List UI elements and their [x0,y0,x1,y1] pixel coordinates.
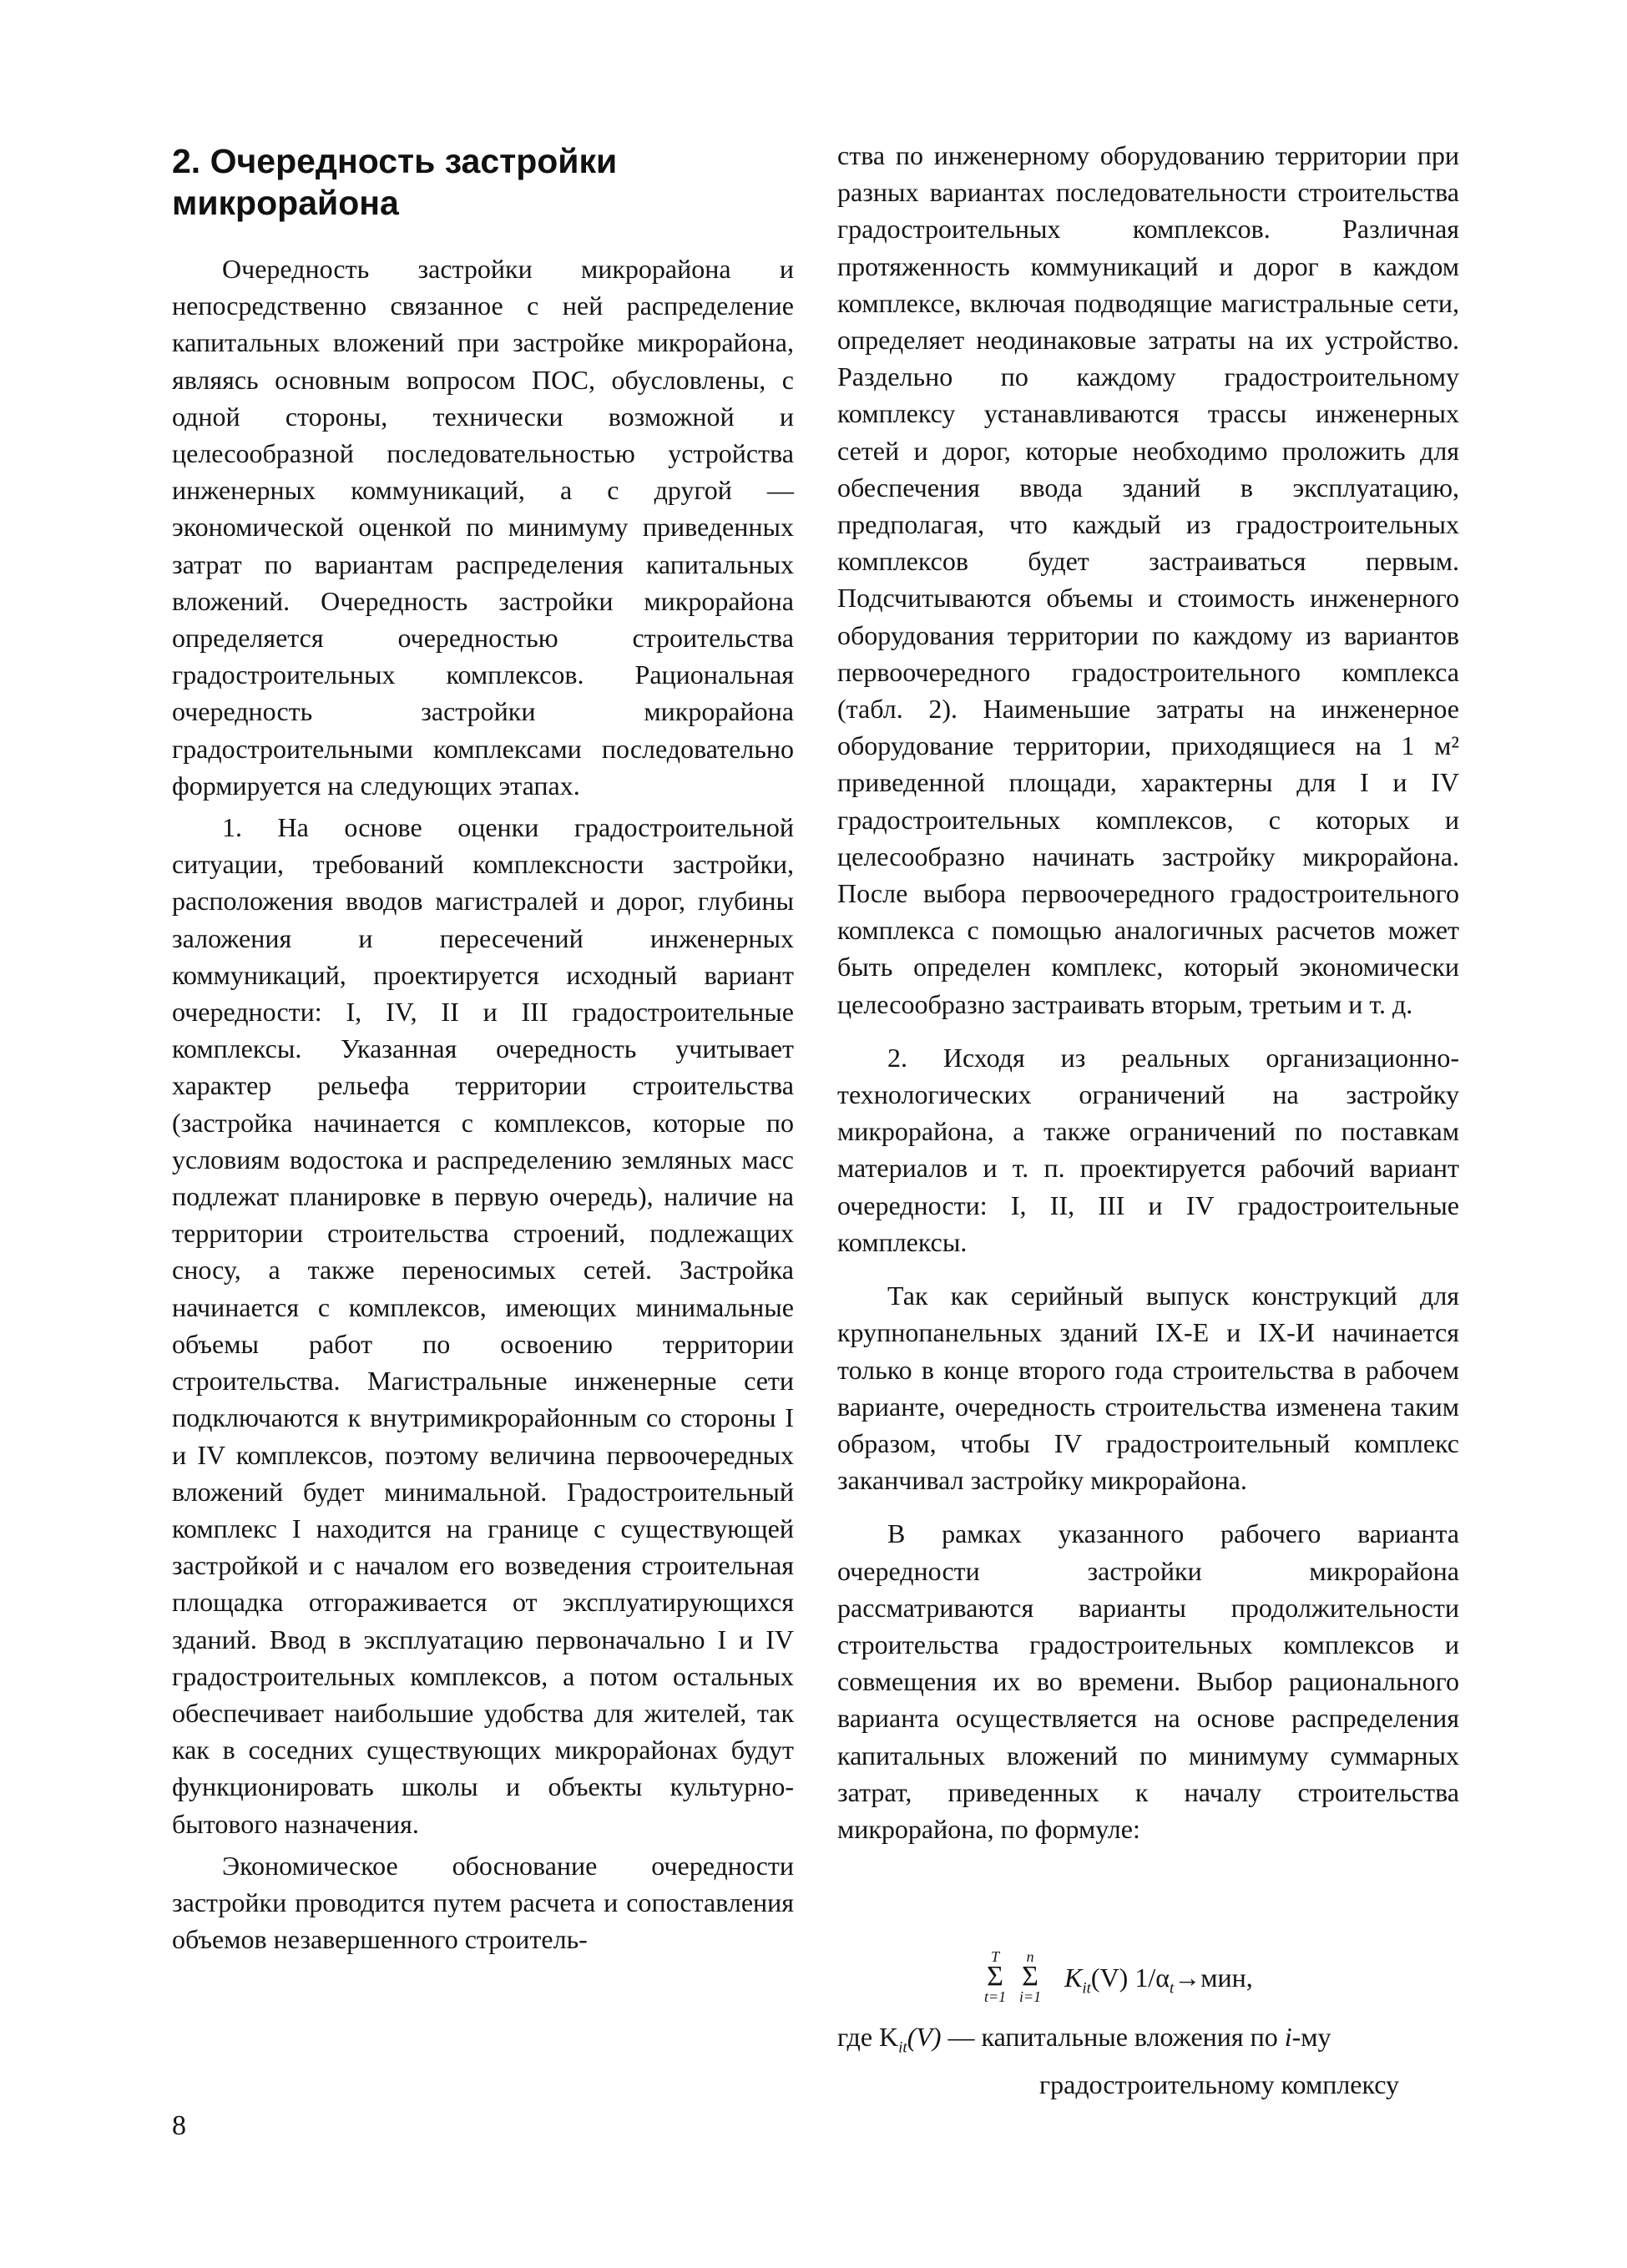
legend-argument: (V) [907,2022,942,2052]
section-title-line-2: микрорайона [172,184,399,222]
legend-line-2: градостроительному комплексу [1039,2069,1400,2100]
legend-suffix: -му [1291,2022,1331,2052]
sum-over-i [1019,1949,1041,2004]
paragraph-stage-2: 2. Исходя из реальных организационно-технологических ограничений на застройку микрорайона, а также ограничений по поставкам материалов и т. п. проектируется рабочий вариант очередности: I, II, III и IV градостроительные комплексы. [837,1042,1459,1257]
paragraph-intro: Очередность застройки микрорайона и непосредственно связанное с ней распределение капитальных вложений при застройке микрорайона, являясь основным вопросом ПОС, обусловлены, с одной стороны, технически возможной и целесообразной последовательностью устройства инженерных коммуникаций, а с другой — экономической оценкой по минимуму приведенных затрат по вариантам распределения капитальных вложений. Очередность застройки микрорайона определяется очередностью строительства градостроительных комплексов. Рациональная очередность застройки микрорайона градостроительными комплексами последовательно формируется на следующих этапах. [172,254,794,801]
sum-over-t [984,1949,1006,2004]
formula-result: →мин, [1174,1962,1253,1993]
cost-formula [837,1949,1459,2008]
legend-index-variable: i [1284,2022,1292,2052]
paragraph-serial-production: Так как серийный выпуск конструкций для крупнопанельных зданий IX-Е и IX-И начинается только в конце второго года строительства в рабочем варианте, очередность строительства изменена таким образом, чтобы IV градостроительный комплекс заканчивал застройку микрорайона. [837,1280,1459,1496]
page-number: 8 [172,2110,186,2141]
paragraph-working-variant: В рамках указанного рабочего варианта очередности застройки микрорайона рассматриваются варианты продолжительности строительства градостроительных комплексов и совмещения их во времени. Выбор рационального варианта осуществляется на основе распределения капитальных вложений по минимуму суммарных затрат, приведенных к началу строительства микрорайона, по формуле: [837,1518,1459,1844]
section-title-line-1: 2. Очередность застройки [172,142,618,180]
sigma-symbol: Σ [987,1961,1003,1992]
alpha-subscript: t [1169,1979,1175,1998]
paragraph-continuation: ства по инженерному оборудованию территории при разных вариантах последовательности строительства градостроительных комплексов. Различная протяженность коммуникаций и дорог в каждом комплексе, включая подводящие магистральные сети, определяет неодинаковые затраты на их устройство. Раздельно по каждому градостроительному комплексу устанавливаются трассы инженерных сетей и дорог, которые необходимо проложить для обеспечения ввода зданий в эксплуатацию, предполагая, что каждый из градостроительных комплексов будет застраиваться первым. Подсчитываются объемы и стоимость инженерного оборудования территории по каждому из вариантов первоочередного градостроительного комплекса (табл. 2). Наименьшие затраты на инженерное оборудование территории, приходящиеся на 1 м² приведенной площади, характерны для I и IV градостроительных комплексов, с которых и целесообразно начинать застройку микрорайона. После выбора первоочередного градостроительного комплекса с помощью аналогичных расчетов может быть определен комплекс, который экономически целесообразно застраивать вторым, третьим и т. д. [837,140,1459,1019]
legend-prefix: где K [837,2022,899,2052]
formula-legend [837,2018,1459,2103]
paragraph-stage-1: 1. На основе оценки градостроительной ситуации, требований комплексности застройки, расположения вводов магистралей и дорог, глубины заложения и пересечений инженерных коммуникаций, проектируется исходный вариант очередности: I, IV, II и III градостроительные комплексы. Указанная очередность учитывает характер рельефа территории строительства (застройка начинается с комплексов, которые по условиям водостока и распределению земляных масс подлежат планировке в первую очередь), наличие на территории строительства строений, подлежащих сносу, а также переносимых сетей. Застройка начинается с комплексов, имеющих минимальные объемы работ по освоению территории строительства. Магистральные инженерные сети подключаются к внутримикрорайонным со стороны I и IV комплексов, поэтому величина первоочередных вложений будет минимальной. Градостроительный комплекс I находится на границе с существующей застройкой и с началом его возведения строительная площадка отгораживается от эксплуатирующихся зданий. Ввод в эксплуатацию первоначально I и IV градостроительных комплексов, а потом остальных обеспечивает наибольшие удобства для жителей, так как в соседних существующих микрорайонах будут функционировать школы и объекты культурно-бытового назначения. [172,812,795,1839]
capital-investment-symbol: K [1064,1962,1083,1993]
section-title [172,140,794,224]
formula-expression [1064,1962,1253,1998]
right-column [837,137,1459,1847]
formula-arguments: (V) 1/α [1090,1962,1170,1993]
sigma-symbol: Σ [1022,1961,1038,1992]
sum-t-lower-limit: t=1 [984,1988,1007,2005]
legend-description: — капитальные вложения по [941,2022,1285,2052]
left-column [172,250,794,1957]
sum-i-lower-limit: i=1 [1019,1988,1042,2005]
sum-t-upper-limit: T [991,1948,1000,1965]
sum-i-upper-limit: n [1026,1948,1034,1965]
paragraph-economic-justification: Экономическое обоснование очередности застройки проводится путем расчета и сопоставления объемов незавершенного строитель- [172,1850,794,1955]
capital-investment-subscript: it [1082,1979,1091,1998]
legend-subscript: it [898,2038,907,2057]
